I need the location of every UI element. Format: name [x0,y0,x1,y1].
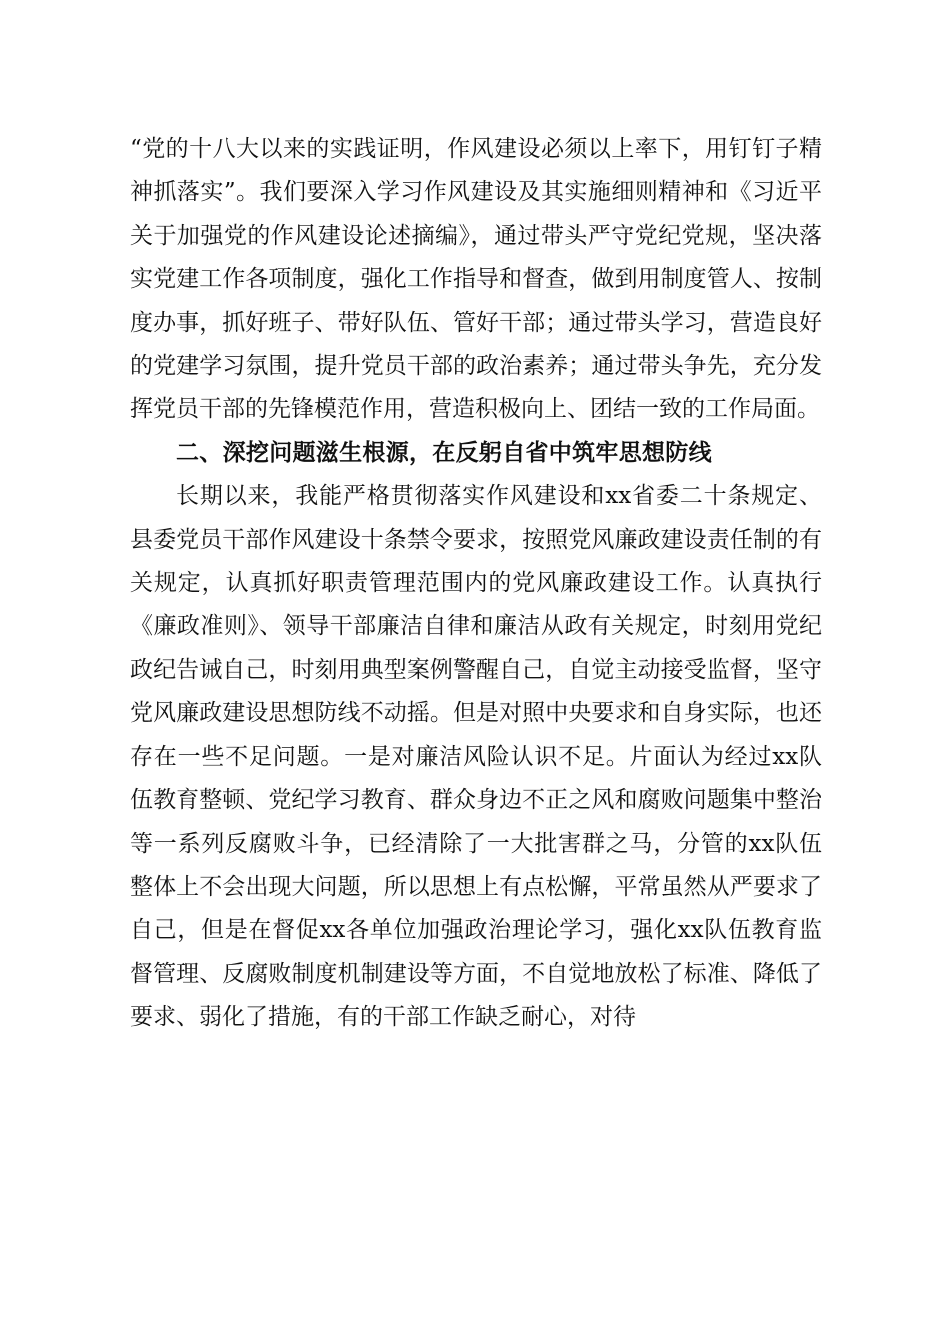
paragraph-body: 长期以来，我能严格贯彻落实作风建设和xx省委二十条规定、县委党员干部作风建设十条禁令要求，按照党风廉政建设责任制的有关规定，认真抓好职责管理范围内的党风廉政建设工作。认真执行《廉政准则》、领导干部廉洁自律和廉洁从政有关规定，时刻用党纪政纪告诫自己，时刻用典型案例警醒自己，自觉主动接受监督，坚守党风廉政建设思想防线不动摇。但是对照中央要求和自身实际，也还存在一些不足问题。一是对廉洁风险认识不足。片面认为经过xx队伍教育整顿、党纪学习教育、群众身边不正之风和腐败问题集中整治等一系列反腐败斗争，已经清除了一大批害群之马，分管的xx队伍整体上不会出现大问题，所以思想上有点松懈，平常虽然从严要求了自己，但是在督促xx各单位加强政治理论学习，强化xx队伍教育监督管理、反腐败制度机制建设等方面，不自觉地放松了标准、降低了要求、弱化了措施，有的干部工作缺乏耐心，对待 [130,483,822,1031]
paragraph-continuation: “党的十八大以来的实践证明，作风建设必须以上率下，用钉钉子精神抓落实”。我们要深入学习作风建设及其实施细则精神和《习近平关于加强党的作风建设论述摘编》，通过带头严守党纪党规，坚决落实党建工作各项制度，强化工作指导和督查，做到用制度管人、按制度办事，抓好班子、带好队伍、管好干部；通过带头学习，营造良好的党建学习氛围，提升党员干部的政治素养；通过带头争先，充分发挥党员干部的先锋模范作用，营造积极向上、团结一致的工作局面。 [130,136,822,423]
document-body [130,128,822,1040]
section-heading: 二、深挖问题滋生根源，在反躬自省中筑牢思想防线 [176,439,712,466]
